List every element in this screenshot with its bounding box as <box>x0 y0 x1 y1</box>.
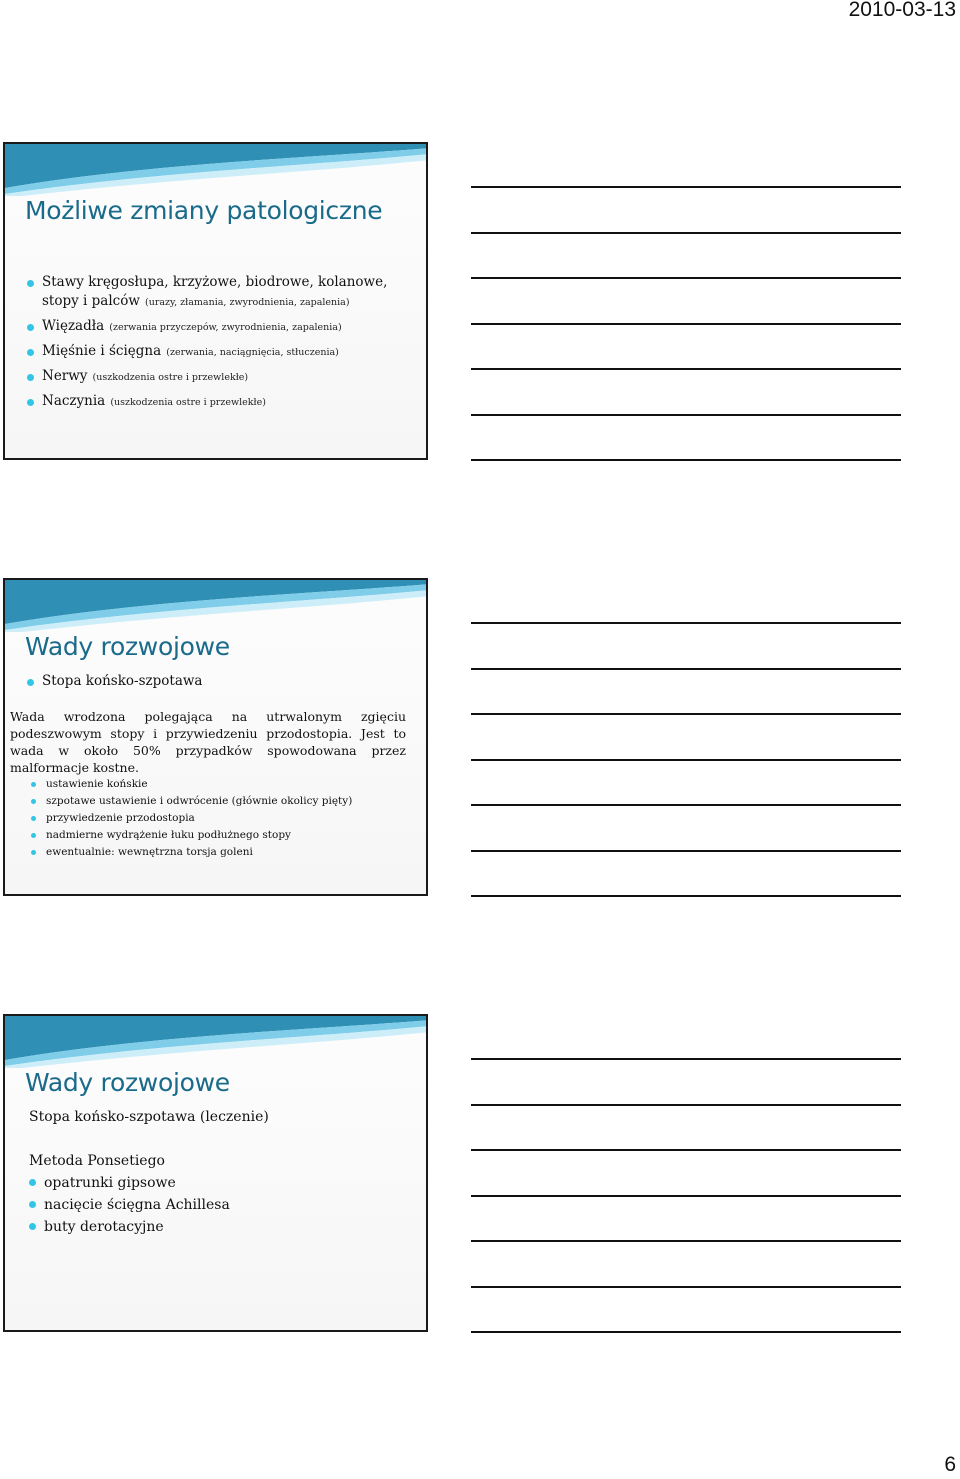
page-number: 6 <box>944 1453 956 1476</box>
slide-content <box>10 672 406 861</box>
note-line <box>471 414 901 416</box>
note-line <box>471 850 901 852</box>
note-line <box>471 368 901 370</box>
item-note: (zerwania przyczepów, zwyrodnienia, zapalenia) <box>109 322 342 333</box>
note-line <box>471 895 901 897</box>
list-item <box>27 672 406 690</box>
item-text: buty derotacyjne <box>44 1219 164 1235</box>
slide-title: Wady rozwojowe <box>25 1068 230 1097</box>
bullet-icon <box>29 1179 36 1186</box>
note-line <box>471 1286 901 1288</box>
item-text: opatrunki gipsowe <box>44 1175 176 1191</box>
slide-3 <box>3 1014 428 1332</box>
symptom-list <box>31 776 406 861</box>
item-text: szpotawe ustawienie i odwrócenie (głównie okolicy pięty) <box>46 795 353 807</box>
item-text: ustawienie końskie <box>46 778 148 790</box>
slide-content <box>27 272 406 416</box>
bullet-icon <box>31 782 36 787</box>
note-line <box>471 713 901 715</box>
list-item <box>29 1172 406 1194</box>
slide-1 <box>3 142 428 460</box>
note-line <box>471 1240 901 1242</box>
note-line <box>471 1195 901 1197</box>
bullet-icon <box>29 1223 36 1230</box>
list-item <box>27 391 406 412</box>
bullet-icon <box>31 816 36 821</box>
bullet-icon <box>27 374 34 381</box>
item-note: (uszkodzenia ostre i przewlekłe) <box>110 397 266 408</box>
note-line <box>471 759 901 761</box>
item-text: ewentualnie: wewnętrzna torsja goleni <box>46 846 253 858</box>
bullet-icon <box>27 679 34 686</box>
bullet-icon <box>27 280 34 287</box>
description-paragraph: Wada wrodzona polegająca na utrwalonym zgięciu podeszwowym stopy i przywiedzeniu przodostopia. Jest to wada w około 50% przypadków spowodowana przez malformacje kostne. <box>10 709 406 775</box>
item-main-text: Stawy kręgosłupa, krzyżowe, biodrowe, kolanowe, <box>42 274 388 290</box>
note-line <box>471 1331 901 1333</box>
list-item <box>31 844 406 861</box>
list-item <box>31 793 406 810</box>
slide-banner-decoration <box>5 144 428 196</box>
bullet-icon <box>27 324 34 331</box>
note-line <box>471 622 901 624</box>
slide-2 <box>3 578 428 896</box>
list-item <box>31 827 406 844</box>
bullet-icon <box>31 833 36 838</box>
list-item <box>27 272 406 312</box>
item-main-text: Więzadła <box>42 318 105 334</box>
list-item <box>29 1216 406 1238</box>
slide-title: Wady rozwojowe <box>25 632 230 661</box>
list-item <box>31 776 406 793</box>
bullet-icon <box>31 850 36 855</box>
list-item <box>29 1194 406 1216</box>
slide-subtitle: Stopa końsko-szpotawa (leczenie) <box>29 1109 269 1125</box>
pathology-list <box>27 272 406 412</box>
bullet-icon <box>31 799 36 804</box>
note-line <box>471 277 901 279</box>
note-line <box>471 186 901 188</box>
bullet-icon <box>27 399 34 406</box>
item-main-text: Nerwy <box>42 368 88 384</box>
item-note: (urazy, złamania, zwyrodnienia, zapalenia) <box>145 297 350 308</box>
note-line <box>471 668 901 670</box>
print-date: 2010-03-13 <box>848 0 956 21</box>
slide-banner-decoration <box>5 1016 428 1068</box>
item-text: nacięcie ścięgna Achillesa <box>44 1197 230 1213</box>
item-main-text: stopy i palców <box>42 293 140 309</box>
bullet-icon <box>27 349 34 356</box>
bullet-icon <box>29 1201 36 1208</box>
list-item <box>27 341 406 362</box>
item-main-text: Naczynia <box>42 393 106 409</box>
note-line <box>471 323 901 325</box>
list-item <box>31 810 406 827</box>
note-line <box>471 232 901 234</box>
list-item <box>27 316 406 337</box>
note-line <box>471 1058 901 1060</box>
slide-content <box>29 1106 406 1238</box>
item-text: Stopa końsko-szpotawa <box>42 673 203 689</box>
item-note: (uszkodzenia ostre i przewlekłe) <box>92 372 249 383</box>
list-item <box>27 366 406 387</box>
note-line <box>471 1104 901 1106</box>
slide-banner-decoration <box>5 580 428 632</box>
item-main-text: Mięśnie i ścięgna <box>42 343 162 359</box>
item-note: (zerwania, naciągnięcia, stłuczenia) <box>166 347 339 358</box>
note-line <box>471 804 901 806</box>
treatment-list <box>29 1172 406 1238</box>
item-text: nadmierne wydrążenie łuku podłużnego stopy <box>46 829 291 841</box>
note-line <box>471 459 901 461</box>
item-text: przywiedzenie przodostopia <box>46 812 195 824</box>
method-label: Metoda Ponsetiego <box>29 1153 165 1169</box>
note-line <box>471 1149 901 1151</box>
topic-list <box>27 672 406 690</box>
slide-title: Możliwe zmiany patologiczne <box>25 196 383 225</box>
